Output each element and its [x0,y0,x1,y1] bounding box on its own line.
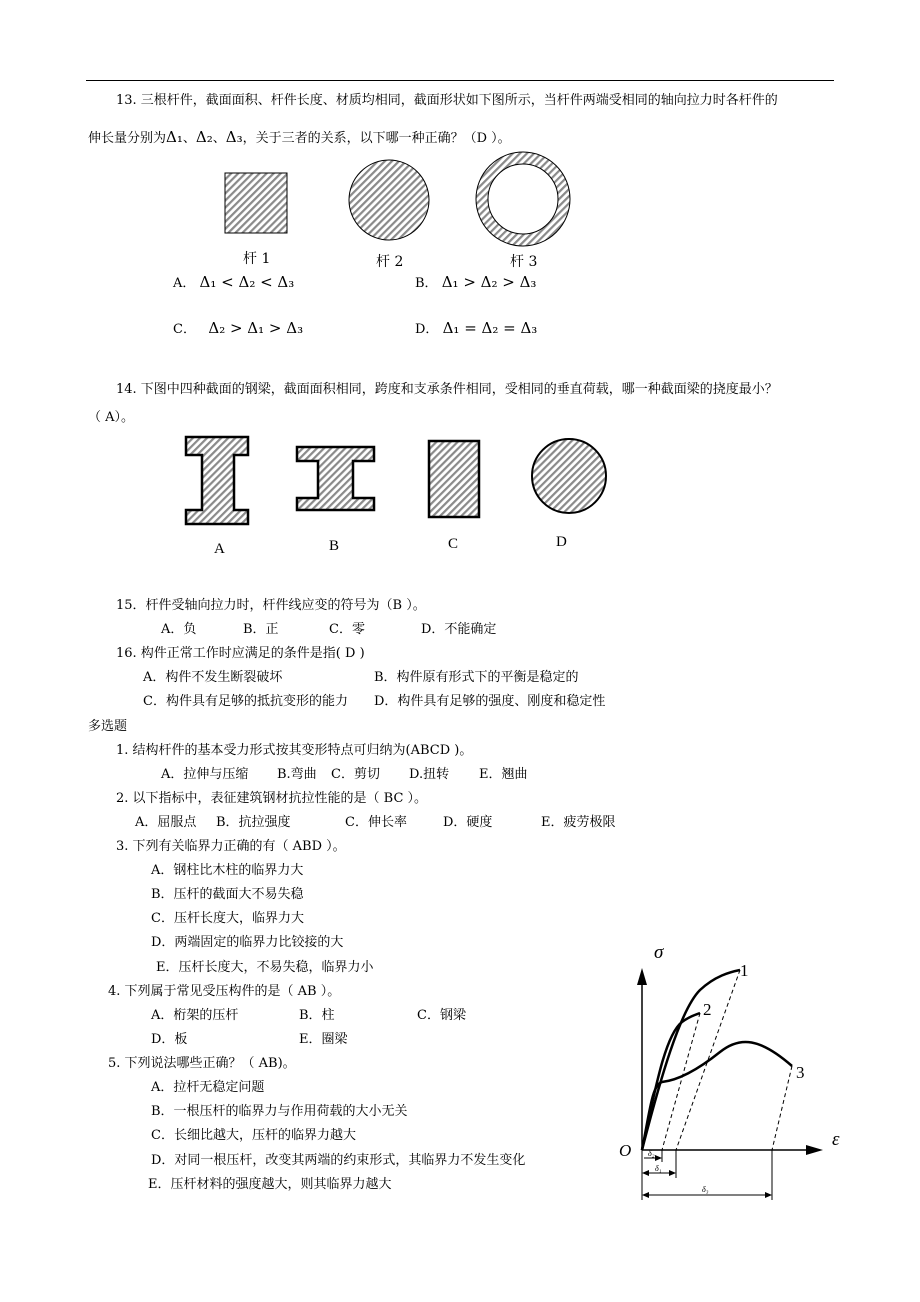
q14-section-a-ibeam [186,437,248,524]
q13-caption-2: 杆 2 [376,254,404,270]
q14-line1: 14. 下图中四种截面的钢梁，截面面积相同，跨度和支承条件相同，受相同的垂直荷载，哪一种截面梁的挠度最小？ [116,382,778,397]
mq1-option-d: D.扭转 [409,767,450,782]
q13-section-ring-inner [488,164,558,234]
q13-section-square [225,173,287,233]
q16-option-a: A．构件不发生断裂破坏 [143,670,283,685]
q14-label-b: B [329,538,340,554]
mq3-option-b: B．压杆的截面大不易失稳 [151,887,304,902]
mq1-option-a: A．拉伸与压缩 [161,767,249,782]
q16-text: 16. 构件正常工作时应满足的条件是指( D ) [116,646,365,661]
q15-text: 15．杆件受轴向拉力时，杆件线应变的符号为（B ）。 [116,598,426,613]
q13-option-b [415,274,536,292]
mq3-option-d: D．两端固定的临界力比铰接的大 [151,935,344,950]
q14-line2: （ A）。 [88,410,135,425]
q13-line2-post: ，关于三者的关系，以下哪一种正确？（D ）。 [242,131,511,146]
q14-label-d: D [556,534,567,550]
q13-option-c-letter: C． [173,322,196,337]
mq5-option-d: D．对同一根压杆，改变其两端的约束形式，其临界力不发生变化 [151,1153,526,1168]
q13-option-a-expr: Δ₁ < Δ₂ < Δ₃ [199,273,295,291]
mq5-option-c: C．长细比越大，压杆的临界力越大 [151,1128,356,1143]
curve-label-3: 3 [796,1063,805,1082]
q13-option-a-letter: A． [173,276,196,291]
q13-option-d-letter: D． [415,322,439,337]
curve-1 [642,970,740,1150]
curve-label-2: 2 [703,1000,712,1019]
dim-arrow-3r [765,1192,772,1198]
dim-arrow-1l [642,1170,649,1176]
graph-x-label: ε [832,1129,840,1150]
mq4-option-e: E．圈梁 [299,1032,348,1047]
mq2-text: 2. 以下指标中，表征建筑钢材抗拉性能的是（ BC ）。 [116,791,428,806]
q13-option-d-expr: Δ₁ = Δ₂ = Δ₃ [442,319,538,337]
mq2-option-c: C．伸长率 [345,815,407,830]
q14-label-c: C [448,536,459,552]
q13-option-c [173,320,303,338]
mq1-option-e: E．翘曲 [479,767,528,782]
mq4-text: 4. 下列属于常见受压构件的是（ AB ）。 [108,984,341,999]
mq1-option-c: C．剪切 [331,767,380,782]
dim-arrow-2r [655,1155,662,1161]
mq4-option-b: B．柱 [299,1008,335,1023]
q13-caption-1: 杆 1 [243,251,271,267]
q13-caption-3: 杆 3 [510,254,538,270]
section-title: 多选题 [88,719,128,734]
mq5-option-b: B．一根压杆的临界力与作用荷载的大小无关 [151,1104,408,1119]
curve-label-1: 1 [740,961,749,980]
delta-label-1: δ₁ [655,1164,662,1173]
mq3-option-e: E．压杆长度大，不易失稳，临界力小 [156,960,374,975]
graph-origin-label: O [619,1141,632,1160]
q13-line2-pre: 伸长量分别为 [88,131,167,146]
q13-delta3: Δ₃ [225,128,243,146]
q13-section-solid-circle [349,160,429,240]
mq3-option-a: A．钢柱比木柱的临界力大 [151,863,304,878]
unload-line-3 [772,1066,792,1150]
mq2-option-b: B．抗拉强度 [216,815,291,830]
q15-option-c: C．零 [329,622,365,637]
q16-option-b: B．构件原有形式下的平衡是稳定的 [374,670,579,685]
q14-section-b-ibeam [297,447,374,510]
q13-sep2: 、 [212,131,226,146]
q13-sep1: 、 [182,131,196,146]
q13-option-b-expr: Δ₁ > Δ₂ > Δ₃ [441,273,537,291]
mq4-option-a: A．桁架的压杆 [151,1008,239,1023]
mq3-option-c: C．压杆长度大，临界力大 [151,911,304,926]
q15-option-d: D．不能确定 [421,622,497,637]
graph-y-arrow [637,968,647,985]
mq2-option-a: A．屈服点 [135,815,197,830]
q13-option-d [415,320,537,338]
mq1-text: 1. 结构杆件的基本受力形式按其变形特点可归纳为(ABCD )。 [116,743,473,758]
mq4-option-d: D．板 [151,1032,188,1047]
dim-arrow-3l [642,1192,649,1198]
graph-x-arrow [806,1145,823,1155]
mq5-text: 5. 下列说法哪些正确？（ AB)。 [108,1056,296,1071]
q16-option-c: C．构件具有足够的抵抗变形的能力 [143,694,348,709]
q13-delta2: Δ₂ [195,128,213,146]
dim-arrow-1r [669,1170,676,1176]
q14-section-c-rect [429,441,479,517]
mq5-option-a: A．拉杆无稳定问题 [151,1080,265,1095]
mq2-option-d: D．硬度 [443,815,493,830]
mq2-option-e: E．疲劳极限 [541,815,616,830]
stress-strain-graph [619,942,840,1200]
q16-option-d: D．构件具有足够的强度、刚度和稳定性 [374,694,606,709]
graph-y-label: σ [654,942,664,963]
q14-label-a: A [214,541,225,557]
delta-label-2: δ₂ [648,1149,655,1158]
q14-section-d-circle [532,439,606,513]
mq1-option-b: B.弯曲 [277,767,317,782]
q13-option-b-letter: B． [415,276,438,291]
q13-option-c-expr: Δ₂ > Δ₁ > Δ₃ [208,319,304,337]
delta-label-3: δ₃ [702,1185,709,1194]
q13-delta1: Δ₁ [166,128,183,146]
q13-line1: 13. 三根杆件，截面面积、杆件长度、材质均相同，截面形状如下图所示，当杆件两端受相同的轴向拉力时各杆件的 [116,93,778,108]
q13-option-a [173,274,294,292]
q15-option-a: A．负 [161,622,197,637]
mq4-option-c: C．钢梁 [417,1008,466,1023]
q15-option-b: B．正 [243,622,279,637]
mq3-text: 3. 下列有关临界力正确的有（ ABD ）。 [116,839,346,854]
mq5-option-e: E．压杆材料的强度越大，则其临界力越大 [148,1177,392,1192]
